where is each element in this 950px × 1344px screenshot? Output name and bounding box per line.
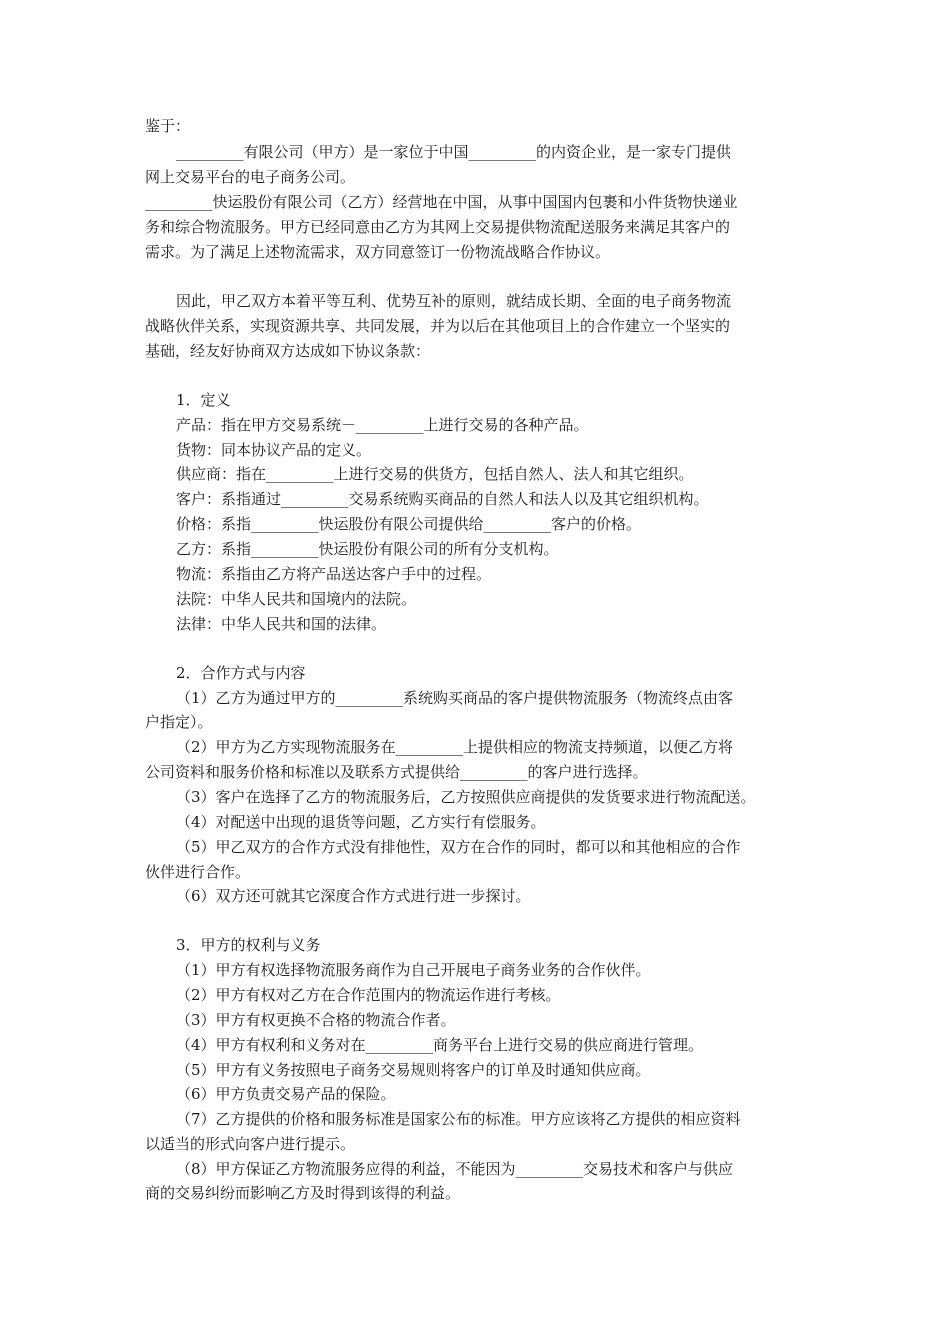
text-line: （2）甲方为乙方实现物流服务在_________上提供相应的物流支持频道，以便乙方将 [176,738,734,756]
text-line: 以适当的形式向客户进行提示。 [145,1135,356,1153]
text-line: （7）乙方提供的价格和服务标准是国家公布的标准。甲方应该将乙方提供的相应资料 [176,1110,741,1128]
text-line: _________快运股份有限公司（乙方）经营地在中国，从事中国国内包裹和小件货物快递业 [145,193,738,211]
text-line: （5）甲乙双方的合作方式没有排他性，双方在合作的同时，都可以和其他相应的合作 [176,838,741,856]
text-line: 鉴于： [145,117,191,135]
text-line: 产品：指在甲方交易系统－_________上进行交易的各种产品。 [176,416,589,434]
text-line: 基础，经友好协商双方达成如下协议条款： [145,342,431,360]
text-line: 商的交易纠纷而影响乙方及时得到该得的利益。 [145,1184,461,1202]
text-line: 物流：系指由乙方将产品送达客户手中的过程。 [176,565,492,583]
text-line: 务和综合物流服务。甲方已经同意由乙方为其网上交易提供物流配送服务来满足其客户的 [145,218,731,236]
text-line: 战略伙伴关系，实现资源共享、共同发展，并为以后在其他项目上的合作建立一个坚实的 [145,317,731,335]
text-line: 网上交易平台的电子商务公司。 [145,168,356,186]
text-line: （3）客户在选择了乙方的物流服务后，乙方按照供应商提供的发货要求进行物流配送。 [176,788,756,806]
text-line: 价格：系指_________快运股份有限公司提供给_________客户的价格。 [176,515,642,533]
text-line: 1．定义 [176,391,231,409]
text-line: 供应商：指在_________上进行交易的供货方，包括自然人、法人和其它组织。 [176,465,694,483]
text-line: 公司资料和服务价格和标准以及联系方式提供给_________的客户进行选择。 [145,763,648,781]
text-line: 户指定）。 [145,713,213,731]
text-line: _________有限公司（甲方）是一家位于中国_________的内资企业，是一家专门提供 [176,143,732,161]
text-line: （6）甲方负责交易产品的保险。 [176,1085,396,1103]
text-line: （2）甲方有权对乙方在合作范围内的物流运作进行考核。 [176,986,561,1004]
text-line: （1）乙方为通过甲方的_________系统购买商品的客户提供物流服务（物流终点由客 [176,689,734,707]
text-line: 法院：中华人民共和国境内的法院。 [176,590,417,608]
text-line: （8）甲方保证乙方物流服务应得的利益，不能因为_________交易技术和客户与供应 [176,1160,734,1178]
text-line: 客户：系指通过_________交易系统购买商品的自然人和法人以及其它组织机构。 [176,490,709,508]
text-line: 法律：中华人民共和国的法律。 [176,615,387,633]
text-line: 需求。为了满足上述物流需求，双方同意签订一份物流战略合作协议。 [145,243,611,261]
text-line: 伙伴进行合作。 [145,863,251,881]
text-line: （4）甲方有权利和义务对在_________商务平台上进行交易的供应商进行管理。 [176,1036,704,1054]
text-line: 3．甲方的权利与义务 [176,936,321,954]
text-line: 乙方：系指_________快运股份有限公司的所有分支机构。 [176,540,559,558]
text-line: （6）双方还可就其它深度合作方式进行进一步探讨。 [176,887,531,905]
text-line: 2．合作方式与内容 [176,664,306,682]
text-line: （3）甲方有权更换不合格的物流合作者。 [176,1011,456,1029]
text-line: （5）甲方有义务按照电子商务交易规则将客户的订单及时通知供应商。 [176,1061,651,1079]
text-line: （1）甲方有权选择物流服务商作为自己开展电子商务业务的合作伙伴。 [176,961,651,979]
text-line: （4）对配送中出现的退货等问题，乙方实行有偿服务。 [176,813,546,831]
text-line: 货物：同本协议产品的定义。 [176,441,372,459]
text-line: 因此，甲乙双方本着平等互利、优势互补的原则，就结成长期、全面的电子商务物流 [176,292,732,310]
